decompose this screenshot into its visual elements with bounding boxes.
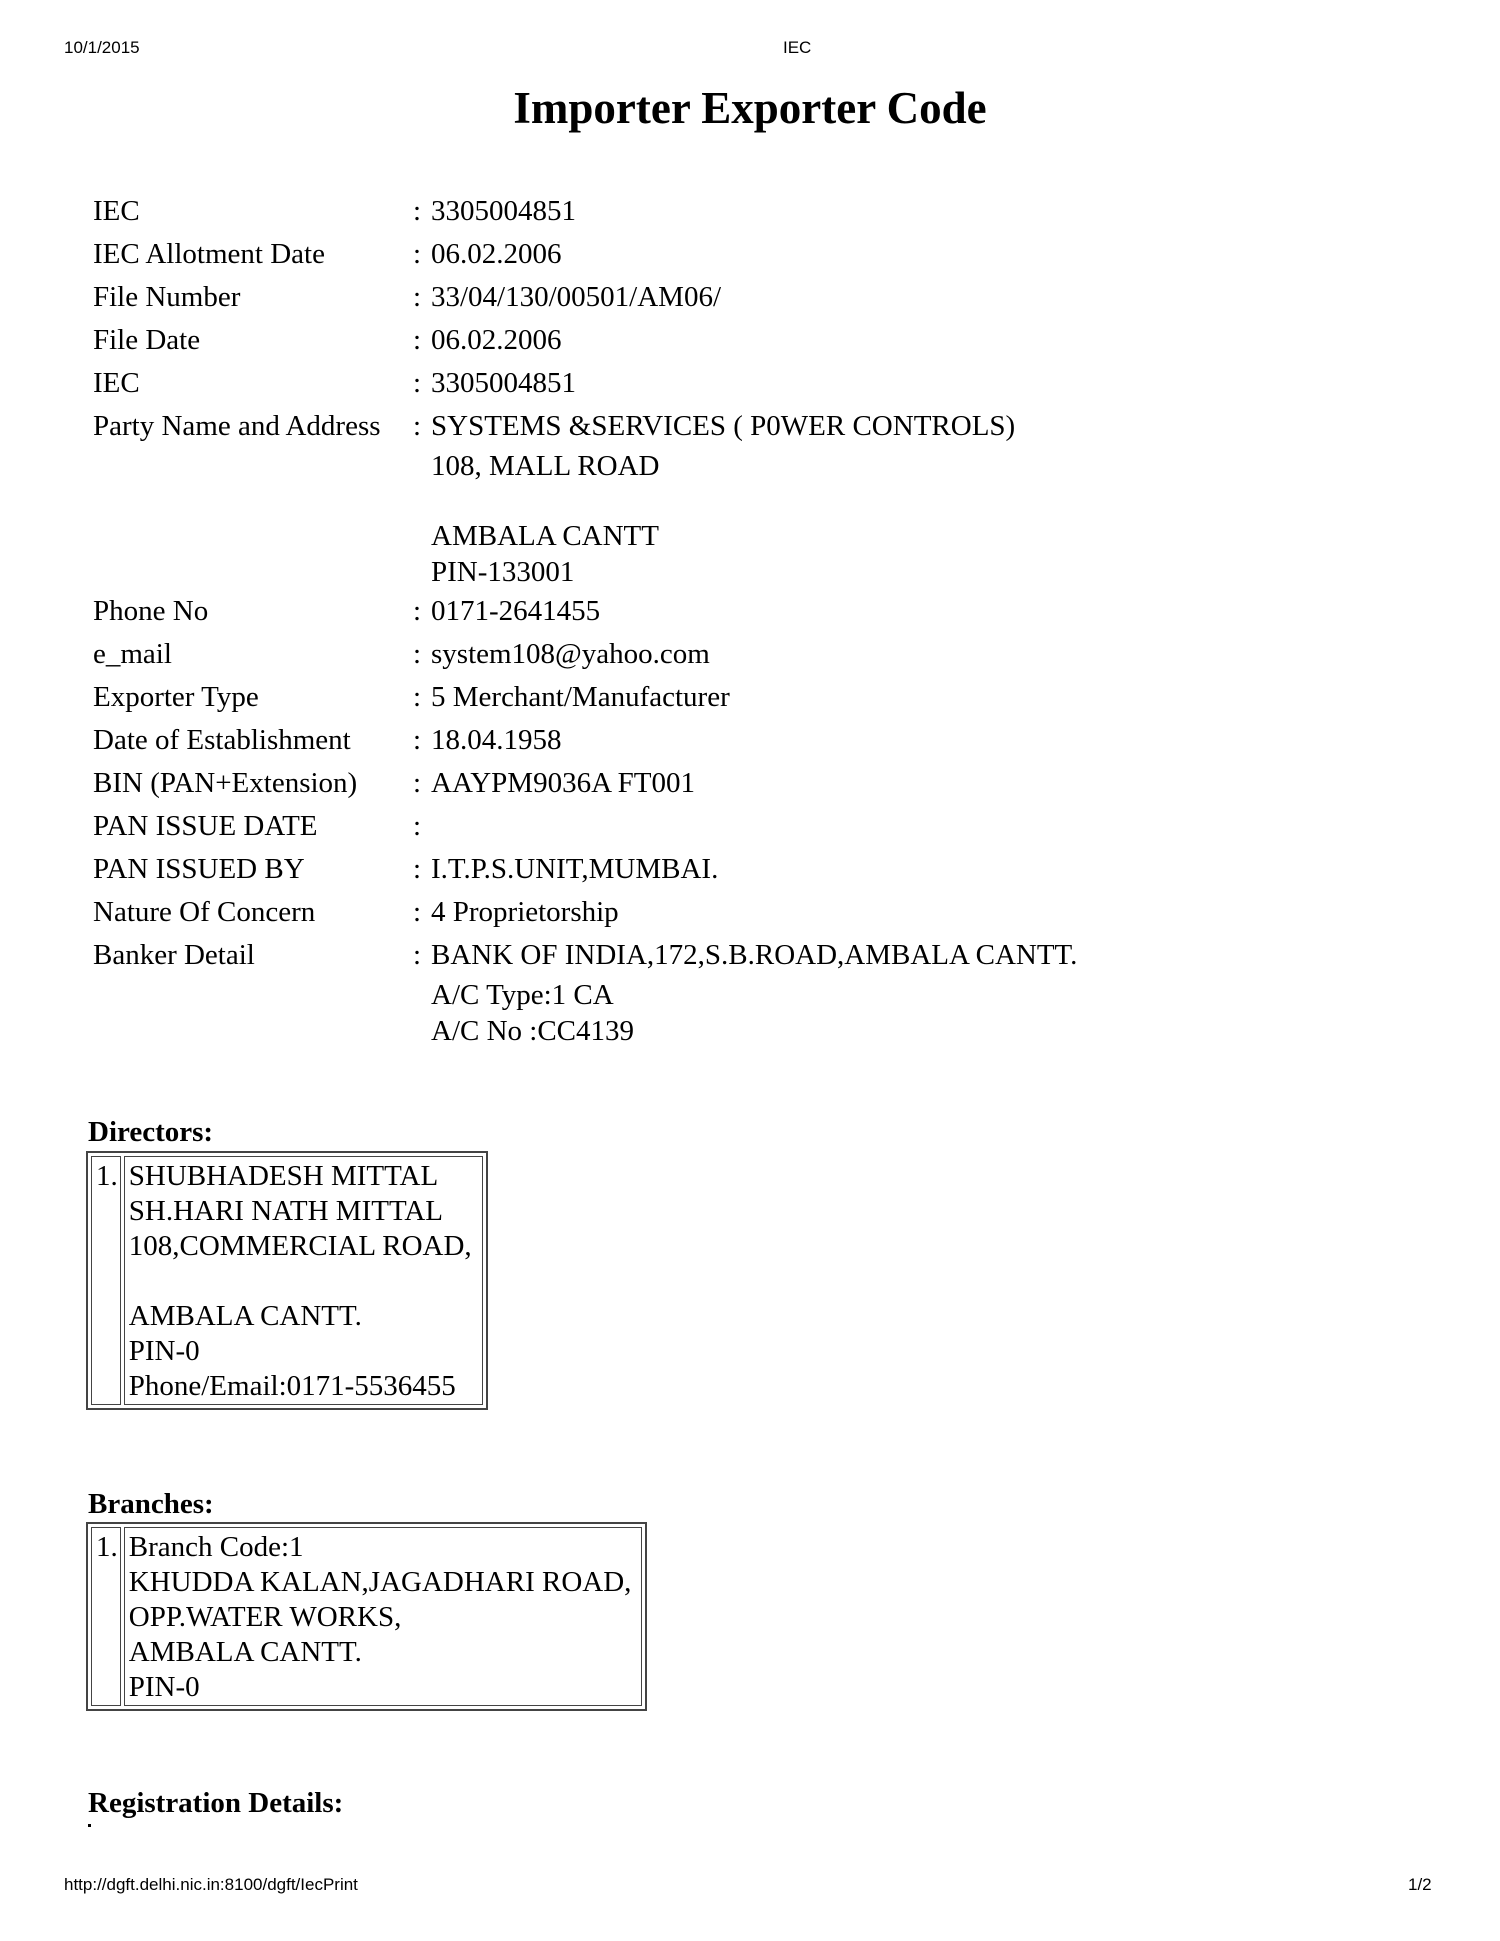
detail-label: BIN (PAN+Extension) [93,767,358,799]
detail-separator: : [413,724,422,756]
bullet-dot [88,1824,91,1827]
detail-value [431,590,600,633]
detail-value [431,891,619,934]
directors-row [91,1156,483,1405]
detail-row [93,233,1077,276]
cell-line: KHUDDA KALAN,JAGADHARI ROAD, [128,1566,632,1598]
detail-row [93,590,1077,633]
footer-url: http://dgft.delhi.nic.in:8100/dgft/IecPrint [64,1875,358,1894]
detail-value-line: 4 Proprietorship [431,896,619,928]
page-number: 1/2 [1408,1875,1432,1894]
iec-details [93,190,1077,1049]
detail-separator: : [413,896,422,928]
detail-value [431,719,562,762]
detail-value [431,934,1077,1049]
cell-line: AMBALA CANTT. [128,1300,362,1332]
cell-line: AMBALA CANTT. [128,1636,362,1668]
detail-value [431,362,576,405]
detail-row [93,762,1077,805]
detail-value-line: 3305004851 [431,367,576,399]
print-header-title: IEC [783,38,812,57]
branches-table [86,1522,647,1711]
detail-row [93,319,1077,362]
detail-value-line: 06.02.2006 [431,324,562,356]
detail-row [93,276,1077,319]
detail-value [431,676,730,719]
detail-value-line [431,484,1015,518]
branches-details [124,1527,643,1706]
detail-value-line: 108, MALL ROAD [431,450,660,482]
detail-value-line: 06.02.2006 [431,238,562,270]
detail-separator: : [413,367,422,399]
detail-label: IEC [93,195,140,227]
detail-value [431,276,721,319]
page-title: Importer Exporter Code [513,83,987,133]
detail-value-line: BANK OF INDIA,172,S.B.ROAD,AMBALA CANTT. [431,939,1078,971]
row-number: 1. [91,1156,121,1405]
detail-value-line: A/C Type:1 CA [431,979,614,1011]
print-date: 10/1/2015 [64,38,140,57]
row-number: 1. [91,1527,121,1706]
detail-row [93,676,1077,719]
detail-row [93,805,1077,848]
branches-row [91,1527,642,1706]
cell-line: 108,COMMERCIAL ROAD, [128,1230,472,1262]
cell-line: SH.HARI NATH MITTAL [128,1195,443,1227]
cell-line: PIN-0 [128,1671,200,1703]
detail-separator: : [413,939,422,971]
detail-row [93,891,1077,934]
detail-value-line: A/C No :CC4139 [431,1015,635,1047]
detail-value [431,405,1015,590]
detail-value-line: 33/04/130/00501/AM06/ [431,281,722,313]
detail-value-line: AAYPM9036A FT001 [431,767,696,799]
detail-label: Exporter Type [93,681,259,713]
detail-separator: : [413,681,422,713]
cell-line: PIN-0 [128,1335,200,1367]
cell-line: Branch Code:1 [128,1531,304,1563]
detail-value-line: I.T.P.S.UNIT,MUMBAI. [431,853,719,885]
detail-row [93,633,1077,676]
registration-heading: Registration Details: [88,1787,344,1819]
cell-line [129,1264,472,1299]
detail-label: IEC [93,367,140,399]
detail-value [431,762,695,805]
detail-separator: : [413,595,422,627]
detail-label: PAN ISSUE DATE [93,810,318,842]
detail-value [431,633,710,676]
detail-value [431,319,562,362]
detail-separator: : [413,410,422,442]
detail-separator: : [413,281,422,313]
detail-value-line: 0171-2641455 [431,595,601,627]
detail-separator: : [413,853,422,885]
detail-label: PAN ISSUED BY [93,853,305,885]
detail-label: Banker Detail [93,939,255,971]
detail-value-line: system108@yahoo.com [431,638,710,670]
cell-line: Phone/Email:0171-5536455 [128,1370,456,1402]
detail-row [93,405,1077,590]
detail-separator: : [413,324,422,356]
cell-line: SHUBHADESH MITTAL [128,1160,439,1192]
detail-row [93,719,1077,762]
detail-label: IEC Allotment Date [93,238,325,270]
detail-label: File Number [93,281,241,313]
branches-heading: Branches: [88,1488,214,1520]
detail-value [431,190,576,233]
detail-value-line: PIN-133001 [431,556,575,588]
detail-separator: : [413,638,422,670]
detail-row [93,362,1077,405]
detail-row [93,848,1077,891]
detail-value-line: 18.04.1958 [431,724,562,756]
detail-separator: : [413,195,422,227]
detail-label: File Date [93,324,201,356]
directors-table [86,1151,488,1410]
detail-label: Phone No [93,595,209,627]
cell-line: OPP.WATER WORKS, [128,1601,402,1633]
detail-value-line: 5 Merchant/Manufacturer [431,681,730,713]
detail-label: e_mail [93,638,172,670]
detail-label: Nature Of Concern [93,896,316,928]
detail-value [431,848,718,891]
detail-value-line: SYSTEMS &SERVICES ( P0WER CONTROLS) [431,410,1016,442]
directors-details [124,1156,483,1405]
detail-row [93,934,1077,1049]
detail-value-line: 3305004851 [431,195,576,227]
detail-separator: : [413,810,422,842]
detail-label: Date of Establishment [93,724,351,756]
detail-value-line: AMBALA CANTT [431,520,659,552]
detail-label: Party Name and Address [93,410,381,442]
directors-heading: Directors: [88,1116,214,1148]
detail-separator: : [413,767,422,799]
detail-separator: : [413,238,422,270]
detail-value [431,233,562,276]
detail-row [93,190,1077,233]
